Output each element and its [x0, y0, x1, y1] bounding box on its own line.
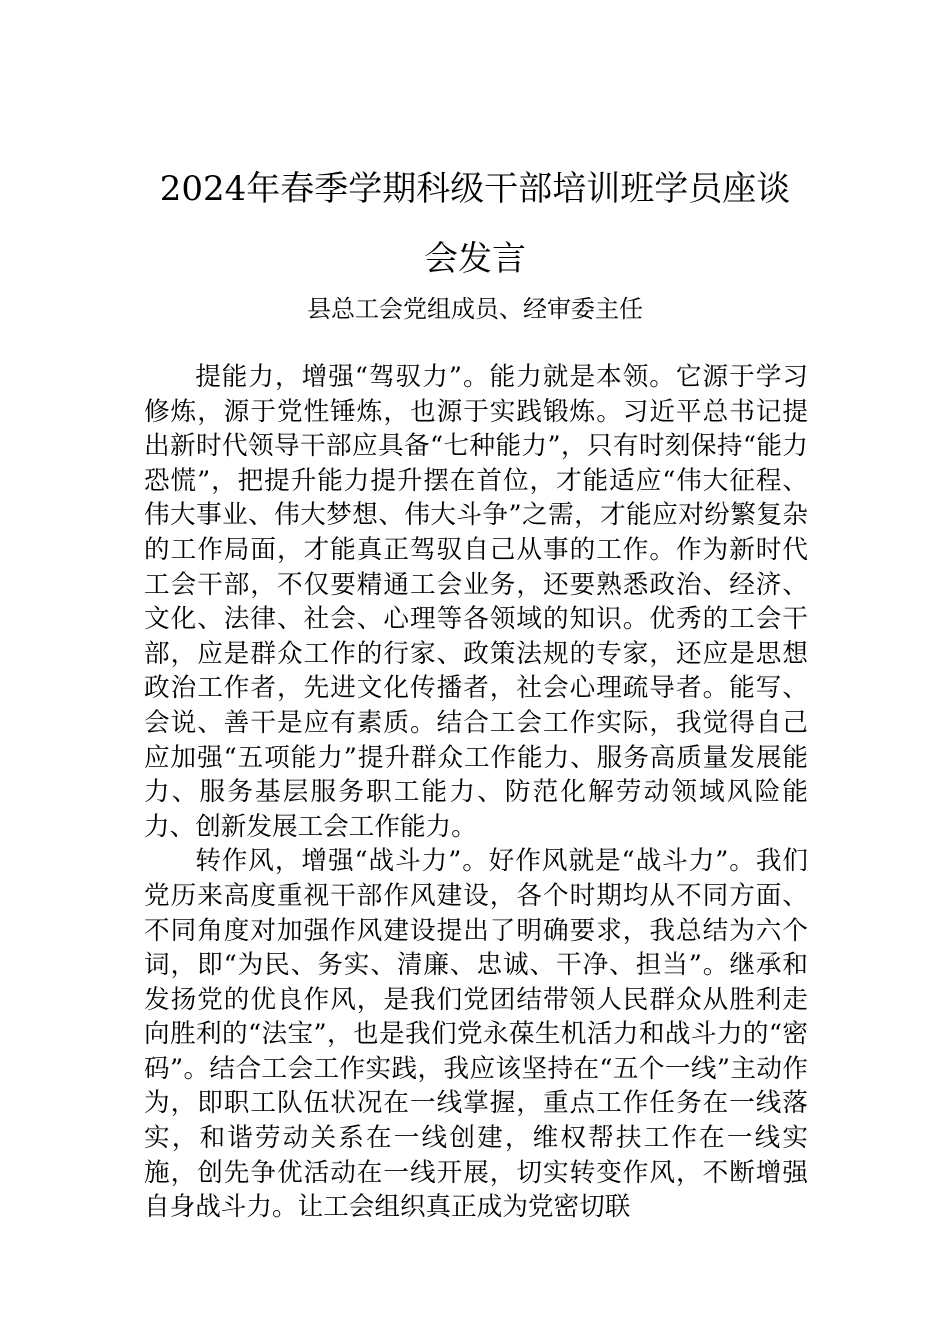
paragraph-2: 转作风，增强“战斗力”。好作风就是“战斗力”。我们党历来高度重视干部作风建设，各个时期均从不同方面、不同角度对加强作风建设提出了明确要求，我总结为六个词，即“为民、务实、清廉、忠诚、干净、担当”。继承和发扬党的优良作风，是我们党团结带领人民群众从胜利走向胜利的“法宝”，也是我们党永葆生机活力和战斗力的“密码”。结合工会工作实践，我应该坚持在“五个一线”主动作为，即职工队伍状况在一线掌握，重点工作任务在一线落实，和谐劳动关系在一线创建，维权帮扶工作在一线实施，创先争优活动在一线开展，切实转变作风，不断增强自身战斗力。让工会组织真正成为党密切联 [144, 846, 808, 1223]
document-title-line-1: 2024年春季学期科级干部培训班学员座谈 [159, 169, 791, 209]
document-body [144, 360, 808, 1225]
author-line: 县总工会党组成员、经审委主任 [307, 295, 643, 323]
paragraph-1: 提能力，增强“驾驭力”。能力就是本领。它源于学习修炼，源于党性锤炼，也源于实践锻炼。习近平总书记提出新时代领导干部应具备“七种能力”，只有时刻保持“能力恐慌”，把提升能力提升摆在首位，才能适应“伟大征程、伟大事业、伟大梦想、伟大斗争”之需，才能应对纷繁复杂的工作局面，才能真正驾驭自己从事的工作。作为新时代工会干部，不仅要精通工会业务，还要熟悉政治、经济、文化、法律、社会、心理等各领域的知识。优秀的工会干部，应是群众工作的行家、政策法规的专家，还应是思想政治工作者，先进文化传播者，社会心理疏导者。能写、会说、善干是应有素质。结合工会工作实际，我觉得自己应加强“五项能力”提升群众工作能力、服务高质量发展能力、服务基层服务职工能力、防范化解劳动领域风险能力、创新发展工会工作能力。 [144, 362, 808, 842]
document-title-line-2: 会发言 [424, 239, 526, 279]
